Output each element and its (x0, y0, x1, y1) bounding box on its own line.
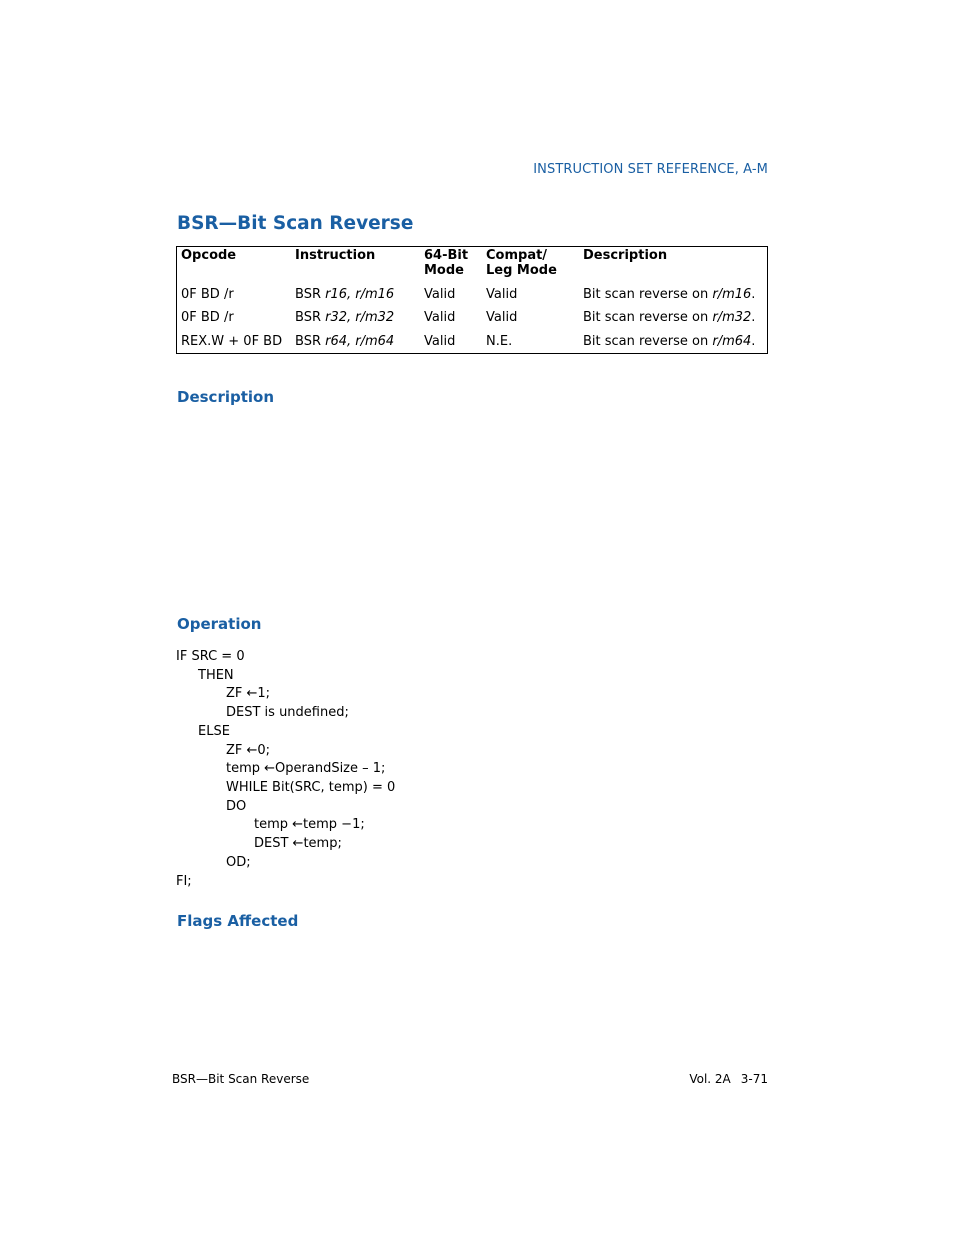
section-heading-operation: Operation (177, 615, 262, 633)
table-row-2-instruction (295, 310, 394, 325)
code-line: IF SRC = 0 (176, 649, 245, 664)
table-row-1-compat: Valid (486, 287, 518, 302)
footer-page-number: 3-71 (740, 1072, 768, 1086)
header-compat-line1: Compat/ (486, 248, 548, 263)
code-line: temp ←OperandSize – 1; (226, 761, 386, 776)
header-64bit-mode-line1: 64-Bit (424, 248, 469, 263)
code-line: THEN (198, 668, 234, 683)
description-suffix: . (751, 310, 756, 325)
header-64bit-mode (424, 248, 468, 278)
section-heading-flags-affected: Flags Affected (177, 912, 299, 930)
header-64bit-mode-line2: Mode (424, 263, 464, 278)
description-operand: r/m16 (712, 287, 752, 302)
page-title: BSR—Bit Scan Reverse (177, 213, 414, 234)
table-row-1-64bit: Valid (424, 287, 456, 302)
instruction-operands: r32, r/m32 (325, 310, 395, 325)
header-compat-leg-mode (486, 248, 557, 278)
table-row-3-64bit: Valid (424, 334, 456, 349)
header-opcode: Opcode (181, 248, 237, 263)
description-text: Bit scan reverse on (583, 310, 713, 325)
code-line: ZF ←1; (226, 686, 271, 701)
table-row-1-instruction (295, 287, 394, 302)
code-line: DEST ←temp; (254, 836, 342, 851)
description-text: Bit scan reverse on (583, 334, 713, 349)
footer-volume: Vol. 2A (689, 1072, 731, 1086)
description-operand: r/m64 (712, 334, 752, 349)
table-row-2-compat: Valid (486, 310, 518, 325)
instruction-operands: r16, r/m16 (325, 287, 395, 302)
footer-page-info (689, 1072, 768, 1086)
description-text: Bit scan reverse on (583, 287, 713, 302)
footer-section-title: BSR—Bit Scan Reverse (172, 1072, 310, 1086)
description-suffix: . (751, 287, 756, 302)
table-row-2-description (583, 310, 755, 325)
table-row-1-opcode: 0F BD /r (181, 287, 234, 302)
instruction-mnemonic: BSR (295, 334, 326, 349)
instruction-mnemonic: BSR (295, 310, 326, 325)
code-line: WHILE Bit(SRC, temp) = 0 (226, 780, 396, 795)
header-compat-line2: Leg Mode (486, 263, 557, 278)
table-row-2-opcode: 0F BD /r (181, 310, 234, 325)
instruction-mnemonic: BSR (295, 287, 326, 302)
code-line: DEST is undefined; (226, 705, 349, 720)
running-header: INSTRUCTION SET REFERENCE, A-M (533, 162, 768, 177)
opcode-table (176, 246, 768, 354)
description-operand: r/m32 (712, 310, 752, 325)
table-row-3-instruction (295, 334, 394, 349)
table-row-2-64bit: Valid (424, 310, 456, 325)
code-line: OD; (226, 855, 251, 870)
code-line: FI; (176, 874, 192, 889)
header-description: Description (583, 248, 668, 263)
table-row-1-description (583, 287, 755, 302)
header-instruction: Instruction (295, 248, 376, 263)
instruction-operands: r64, r/m64 (325, 334, 395, 349)
code-line: ZF ←0; (226, 743, 271, 758)
code-line: temp ←temp −1; (254, 817, 365, 832)
code-line: DO (226, 799, 247, 814)
code-line: ELSE (198, 724, 230, 739)
table-row-3-compat: N.E. (486, 334, 513, 349)
table-row-3-opcode: REX.W + 0F BD (181, 334, 283, 349)
description-suffix: . (751, 334, 756, 349)
table-row-3-description (583, 334, 755, 349)
section-heading-description: Description (177, 388, 275, 406)
